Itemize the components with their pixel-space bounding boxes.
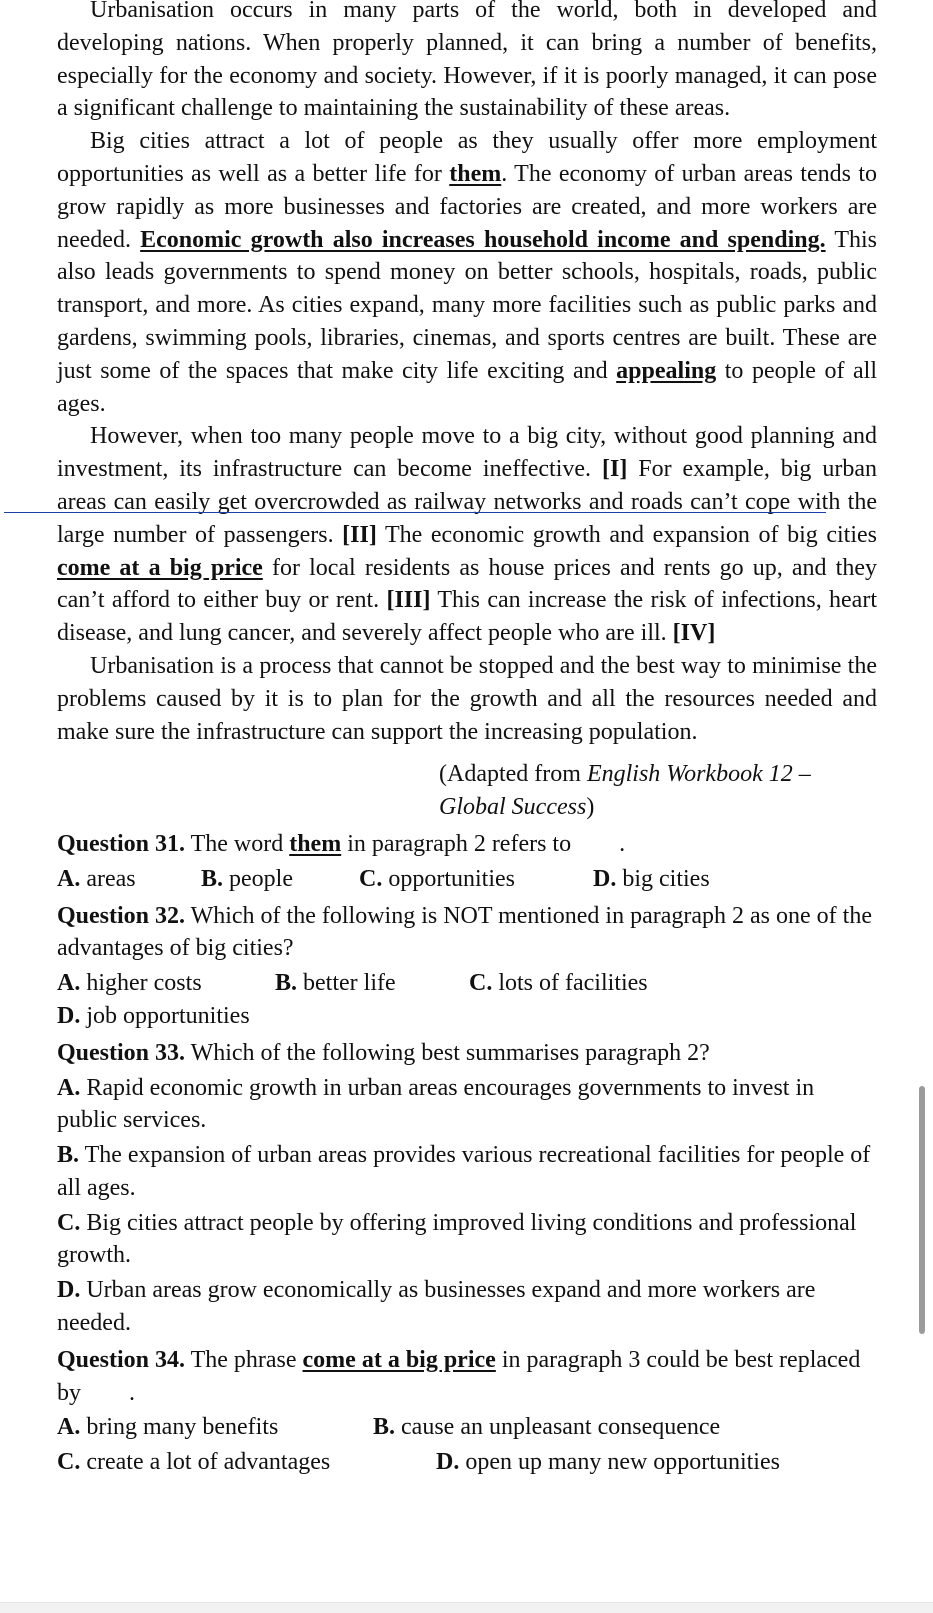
q33-letter-c: C. <box>57 1209 81 1236</box>
q32-option-b[interactable] <box>275 967 469 1000</box>
source-suffix: ) <box>586 794 595 821</box>
paragraph-2 <box>57 125 877 420</box>
q34-letter-b: B. <box>373 1414 396 1441</box>
p3-text-e: This can increase the risk of infections, heart disease, and lung cancer, and severely affect people who are ill. <box>57 587 877 647</box>
q31-letter-d: D. <box>593 865 617 892</box>
p3-text-b: For example, big urban areas can easily get overcrowded as railway networks and roads can’t cope with the large number of passengers. <box>57 456 878 548</box>
q34-letter-a: A. <box>57 1414 81 1441</box>
q32-letter-b: B. <box>275 970 298 997</box>
q34-letter-c: C. <box>57 1449 81 1476</box>
q33-letter-b: B. <box>57 1142 80 1169</box>
q32-option-d[interactable] <box>57 1000 857 1033</box>
q34-option-a[interactable] <box>57 1411 373 1444</box>
source-title-line1: English Workbook 12 – <box>586 761 811 788</box>
q31-option-d[interactable] <box>593 863 710 896</box>
p2-text-a: Big cities attract a lot of people as they usually offer more employment opportunities as well as a better life for <box>57 128 877 187</box>
source-citation <box>439 758 877 824</box>
question-33-label: Question 33. <box>57 1039 186 1066</box>
q32-text-a: higher costs <box>86 970 202 997</box>
q33-letter-a: A. <box>57 1074 81 1101</box>
paragraph-4 <box>57 650 877 748</box>
q34-options-row1 <box>57 1411 877 1444</box>
question-33 <box>57 1037 877 1070</box>
question-32-label: Question 32. <box>57 902 186 929</box>
q33-text-d: Urban areas grow economically as businesses expand and more workers are needed. <box>57 1277 816 1337</box>
bottom-toolbar-edge <box>0 1602 933 1613</box>
p2-text-c: This also leads governments to spend money on better schools, hospitals, roads, public transport, and more. As cities expand, many more facilities such as public parks and gardens, swimming pools, libraries, cinemas, and sports centres are built. These are just some of the spaces that make city life exciting and <box>57 226 878 384</box>
q31-text-b: people <box>229 865 293 892</box>
p3-text-a: However, when too many people move to a big city, without good planning and investment, its infrastructure can become ineffective. <box>57 423 877 483</box>
q31-option-b[interactable] <box>201 863 359 896</box>
q33-letter-d: D. <box>57 1277 81 1304</box>
q34-option-c[interactable] <box>57 1446 436 1479</box>
q32-text-c: lots of facilities <box>498 970 648 997</box>
q32-options <box>57 967 877 1033</box>
q31-stem-b: in paragraph 2 refers to . <box>341 830 626 857</box>
vertical-scrollbar[interactable] <box>919 1086 925 1334</box>
q32-letter-c: C. <box>469 970 493 997</box>
source-title-line2: Global Success <box>439 794 587 821</box>
q31-text-d: big cities <box>622 865 710 892</box>
q32-letter-d: D. <box>57 1002 81 1029</box>
q33-stem: Which of the following best summarises paragraph 2? <box>185 1039 710 1066</box>
q33-option-b[interactable] <box>57 1139 877 1205</box>
q31-letter-c: C. <box>359 865 383 892</box>
document-page <box>57 0 877 1479</box>
q34-text-b: cause an unpleasant consequence <box>401 1414 721 1441</box>
pen-strike-mark <box>4 512 826 513</box>
paragraph-3 <box>57 420 877 650</box>
q34-text-c: create a lot of advantages <box>86 1449 331 1476</box>
marker-II: [II] <box>342 521 377 548</box>
q32-text-b: better life <box>303 970 396 997</box>
q31-stem-a: The word <box>185 830 290 857</box>
source-prefix: (Adapted from <box>439 761 587 788</box>
q33-text-c: Big cities attract people by offering improved living conditions and professional growth. <box>57 1209 857 1269</box>
q34-text-d: open up many new opportunities <box>465 1449 780 1476</box>
q34-option-b[interactable] <box>373 1411 720 1444</box>
q32-stem: Which of the following is NOT mentioned in paragraph 2 as one of the advantages of big cities? <box>57 902 872 962</box>
question-34-label: Question 34. <box>57 1346 186 1373</box>
question-31-label: Question 31. <box>57 830 186 857</box>
marker-IV: [IV] <box>672 620 716 647</box>
q31-text-c: opportunities <box>388 865 515 892</box>
q34-option-d[interactable] <box>436 1446 780 1479</box>
q31-letter-b: B. <box>201 865 224 892</box>
highlight-economic-growth: Economic growth also increases household income and spending. <box>140 226 826 253</box>
q31-stem-word: them <box>289 830 342 857</box>
highlight-come-at-a-big-price: come at a big price <box>57 554 263 581</box>
q32-option-a[interactable] <box>57 967 275 1000</box>
q31-option-c[interactable] <box>359 863 593 896</box>
q34-stem-b: in paragraph 3 could be best replaced by . <box>57 1346 867 1406</box>
q33-option-a[interactable] <box>57 1072 877 1138</box>
paragraph-1-text: Urbanisation occurs in many parts of the world, both in developed and developing nations. When properly planned, it can bring a number of benefits, especially for the economy and society. However, if it is poorly managed, it can pose a significant challenge to maintaining the sustainability of these areas. <box>57 0 877 122</box>
p3-text-c: The economic growth and expansion of big cities <box>376 521 877 548</box>
q33-text-b: The expansion of urban areas provides various recreational facilities for people of all ages. <box>57 1142 871 1201</box>
q34-letter-d: D. <box>436 1449 460 1476</box>
question-32 <box>57 900 877 966</box>
question-31 <box>57 828 877 861</box>
q31-letter-a: A. <box>57 865 81 892</box>
marker-I: [I] <box>601 456 628 483</box>
q34-options-row2 <box>57 1446 877 1479</box>
q32-letter-a: A. <box>57 970 81 997</box>
q33-option-d[interactable] <box>57 1274 877 1340</box>
paragraph-1 <box>57 0 877 125</box>
highlight-them: them <box>449 160 502 187</box>
paragraph-4-text: Urbanisation is a process that cannot be stopped and the best way to minimise the problems caused by it is to plan for the growth and all the resources needed and make sure the infrastructure can support the increasing population. <box>57 652 877 745</box>
question-34 <box>57 1344 877 1410</box>
q31-text-a: areas <box>86 865 136 892</box>
q31-option-a[interactable] <box>57 863 201 896</box>
q32-text-d: job opportunities <box>86 1002 250 1029</box>
q32-option-c[interactable] <box>469 967 728 1000</box>
q31-options <box>57 863 877 896</box>
q34-stem-phrase: come at a big price <box>302 1346 496 1373</box>
q34-stem-a: The phrase <box>185 1346 303 1373</box>
p2-text-d: to people of all ages. <box>57 357 877 417</box>
p3-text-d: for local residents as house prices and rents go up, and they can’t afford to either buy or rent. <box>57 554 877 614</box>
p2-text-b: . The economy of urban areas tends to grow rapidly as more businesses and factories are created, and more workers are needed. <box>57 160 877 253</box>
q34-text-a: bring many benefits <box>86 1414 279 1441</box>
q33-option-c[interactable] <box>57 1207 877 1273</box>
marker-III: [III] <box>386 587 431 614</box>
highlight-appealing: appealing <box>616 357 717 384</box>
q33-text-a: Rapid economic growth in urban areas encourages governments to invest in public services. <box>57 1074 815 1134</box>
